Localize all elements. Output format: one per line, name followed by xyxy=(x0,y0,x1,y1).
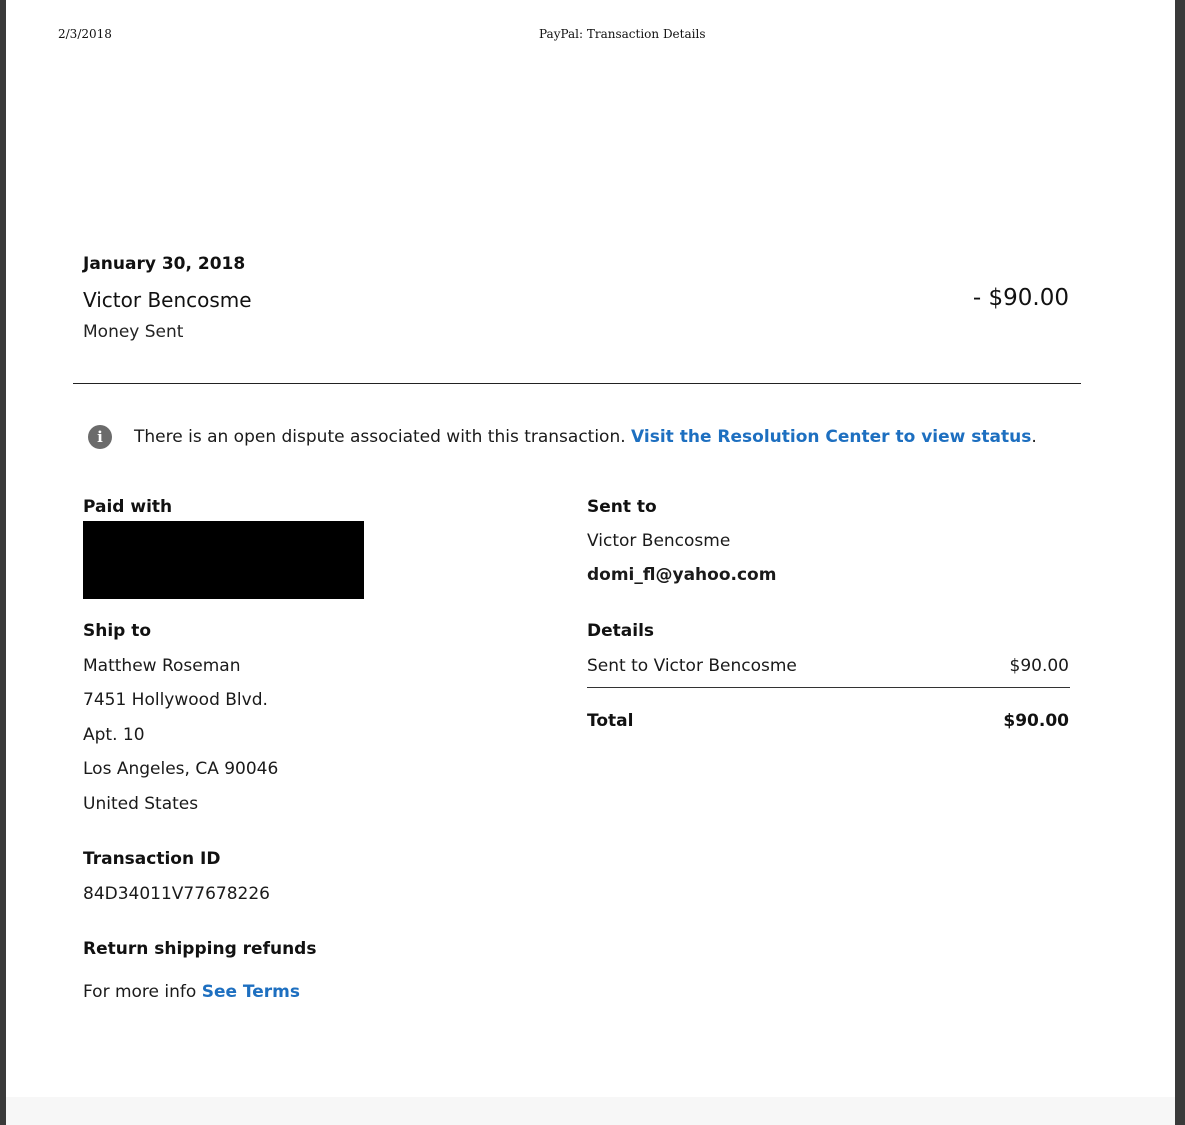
sent-to-name: Victor Bencosme xyxy=(587,531,731,551)
redacted-payment-method xyxy=(83,521,364,599)
return-shipping-info-text: For more info xyxy=(83,982,197,1002)
dispute-notice-text: There is an open dispute associated with this transaction. xyxy=(134,427,626,447)
transaction-id-label: Transaction ID xyxy=(83,849,221,869)
page-footer-shade xyxy=(6,1097,1175,1125)
transaction-id-value: 84D34011V77678226 xyxy=(83,884,270,904)
details-label: Details xyxy=(587,621,655,641)
transaction-amount: - $90.00 xyxy=(972,285,1069,311)
transaction-counterparty: Victor Bencosme xyxy=(83,288,252,312)
print-date: 2/3/2018 xyxy=(58,27,112,41)
info-icon: i xyxy=(88,425,112,449)
sent-to-label: Sent to xyxy=(587,497,657,517)
ship-to-name: Matthew Roseman xyxy=(83,656,241,676)
paid-with-label: Paid with xyxy=(83,497,173,517)
transaction-date: January 30, 2018 xyxy=(83,254,246,274)
dispute-notice-period: . xyxy=(1031,427,1037,447)
dispute-notice xyxy=(88,425,1037,449)
document-page xyxy=(6,0,1175,1125)
total-amount: $90.00 xyxy=(1003,711,1069,731)
see-terms-link[interactable]: See Terms xyxy=(201,982,301,1002)
return-shipping-label: Return shipping refunds xyxy=(83,939,317,959)
print-title: PayPal: Transaction Details xyxy=(539,27,706,41)
resolution-center-link[interactable]: Visit the Resolution Center to view status xyxy=(631,427,1032,447)
ship-to-address1: 7451 Hollywood Blvd. xyxy=(83,690,268,710)
transaction-type: Money Sent xyxy=(83,322,184,342)
ship-to-address2: Apt. 10 xyxy=(83,725,145,745)
details-line-item-amount: $90.00 xyxy=(1009,656,1069,676)
sent-to-email-link[interactable]: domi_fl@yahoo.com xyxy=(587,565,777,585)
ship-to-city-state-zip: Los Angeles, CA 90046 xyxy=(83,759,279,779)
section-divider xyxy=(73,383,1081,384)
details-line-item-label: Sent to Victor Bencosme xyxy=(587,656,797,676)
return-shipping-info xyxy=(83,982,300,1002)
ship-to-country: United States xyxy=(83,794,199,814)
total-label: Total xyxy=(587,711,634,731)
ship-to-label: Ship to xyxy=(83,621,152,641)
details-divider xyxy=(587,687,1070,688)
